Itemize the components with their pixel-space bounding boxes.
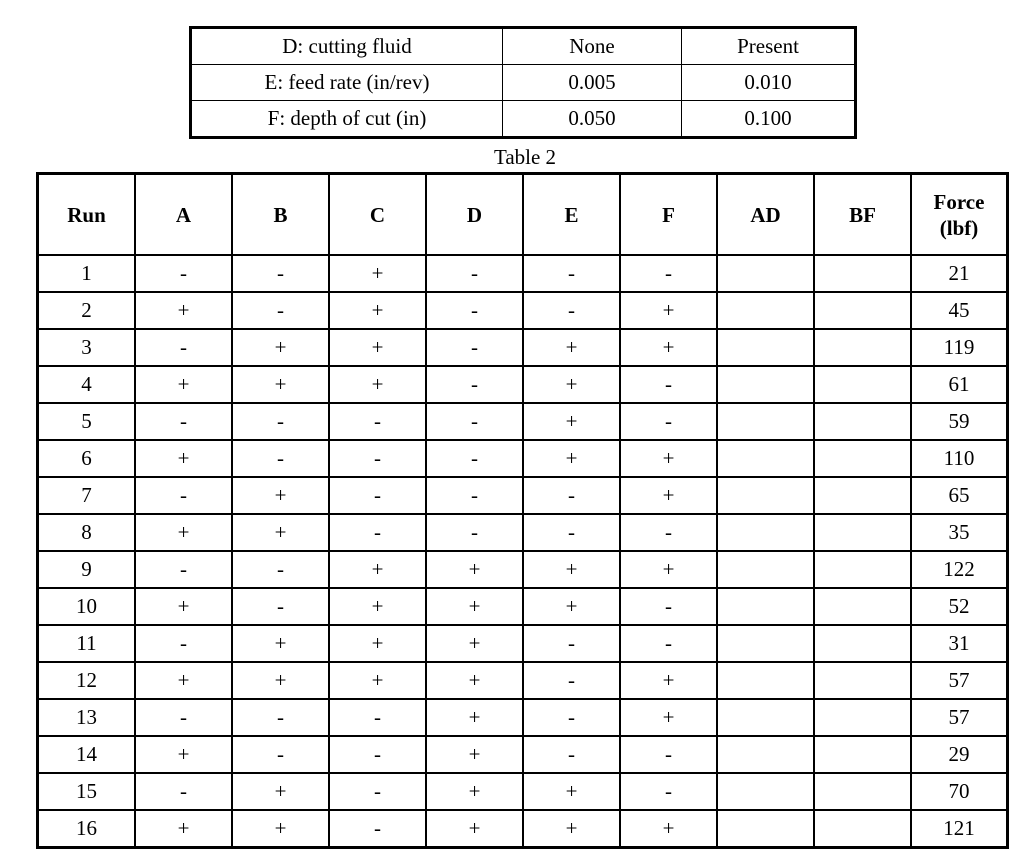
- cell-ad: [717, 588, 814, 625]
- cell-force: 29: [911, 736, 1008, 773]
- cell-a: +: [135, 292, 232, 329]
- cell-run: 9: [38, 551, 136, 588]
- cell-c: +: [329, 662, 426, 699]
- cell-e: +: [523, 810, 620, 848]
- cell-ad: [717, 773, 814, 810]
- cell-d: -: [426, 514, 523, 551]
- cell-e: -: [523, 477, 620, 514]
- cell-run: 12: [38, 662, 136, 699]
- cell-d: +: [426, 773, 523, 810]
- cell-ad: [717, 514, 814, 551]
- header-a: A: [135, 174, 232, 256]
- factor-level-cell: Present: [682, 28, 856, 65]
- cell-d: +: [426, 588, 523, 625]
- cell-a: -: [135, 625, 232, 662]
- cell-ad: [717, 292, 814, 329]
- cell-a: +: [135, 736, 232, 773]
- cell-bf: [814, 329, 911, 366]
- cell-e: +: [523, 440, 620, 477]
- cell-c: +: [329, 292, 426, 329]
- cell-bf: [814, 292, 911, 329]
- table-row: [38, 477, 1008, 514]
- cell-e: -: [523, 514, 620, 551]
- cell-c: +: [329, 255, 426, 292]
- table-row: [38, 329, 1008, 366]
- cell-bf: [814, 662, 911, 699]
- cell-bf: [814, 477, 911, 514]
- cell-bf: [814, 773, 911, 810]
- cell-b: -: [232, 699, 329, 736]
- factor-level-cell: 0.050: [503, 101, 682, 138]
- cell-d: -: [426, 255, 523, 292]
- cell-run: 10: [38, 588, 136, 625]
- cell-c: -: [329, 810, 426, 848]
- cell-ad: [717, 625, 814, 662]
- factor-row: [191, 65, 856, 101]
- cell-f: -: [620, 403, 717, 440]
- cell-d: -: [426, 366, 523, 403]
- cell-run: 8: [38, 514, 136, 551]
- cell-ad: [717, 736, 814, 773]
- cell-force: 110: [911, 440, 1008, 477]
- cell-a: +: [135, 810, 232, 848]
- cell-ad: [717, 699, 814, 736]
- cell-c: -: [329, 699, 426, 736]
- cell-run: 16: [38, 810, 136, 848]
- cell-e: +: [523, 551, 620, 588]
- cell-e: +: [523, 773, 620, 810]
- cell-c: -: [329, 773, 426, 810]
- factor-name-cell: F: depth of cut (in): [191, 101, 503, 138]
- cell-e: -: [523, 699, 620, 736]
- cell-e: -: [523, 255, 620, 292]
- table-row: [38, 588, 1008, 625]
- cell-a: -: [135, 477, 232, 514]
- cell-a: -: [135, 551, 232, 588]
- table-row: [38, 699, 1008, 736]
- cell-ad: [717, 810, 814, 848]
- cell-f: -: [620, 625, 717, 662]
- factor-levels-body: [191, 28, 856, 138]
- cell-a: +: [135, 514, 232, 551]
- factor-name-cell: D: cutting fluid: [191, 28, 503, 65]
- cell-f: +: [620, 810, 717, 848]
- cell-bf: [814, 440, 911, 477]
- cell-run: 1: [38, 255, 136, 292]
- cell-f: -: [620, 736, 717, 773]
- cell-f: +: [620, 551, 717, 588]
- cell-b: -: [232, 255, 329, 292]
- cell-force: 121: [911, 810, 1008, 848]
- cell-ad: [717, 403, 814, 440]
- header-b: B: [232, 174, 329, 256]
- factor-row: [191, 101, 856, 138]
- cell-run: 4: [38, 366, 136, 403]
- cell-f: -: [620, 514, 717, 551]
- cell-b: +: [232, 773, 329, 810]
- cell-e: -: [523, 625, 620, 662]
- cell-run: 14: [38, 736, 136, 773]
- cell-ad: [717, 255, 814, 292]
- header-e: E: [523, 174, 620, 256]
- cell-bf: [814, 366, 911, 403]
- cell-bf: [814, 810, 911, 848]
- design-matrix-table: [36, 172, 1009, 849]
- cell-force: 65: [911, 477, 1008, 514]
- cell-d: +: [426, 551, 523, 588]
- factor-name-cell: E: feed rate (in/rev): [191, 65, 503, 101]
- cell-c: +: [329, 551, 426, 588]
- header-d: D: [426, 174, 523, 256]
- cell-run: 11: [38, 625, 136, 662]
- cell-d: -: [426, 477, 523, 514]
- cell-bf: [814, 699, 911, 736]
- table-row: [38, 625, 1008, 662]
- cell-force: 119: [911, 329, 1008, 366]
- cell-a: -: [135, 699, 232, 736]
- cell-c: +: [329, 366, 426, 403]
- cell-f: +: [620, 329, 717, 366]
- table-row: [38, 514, 1008, 551]
- cell-force: 57: [911, 699, 1008, 736]
- cell-a: +: [135, 662, 232, 699]
- header-run: Run: [38, 174, 136, 256]
- cell-c: -: [329, 477, 426, 514]
- cell-e: +: [523, 366, 620, 403]
- factor-level-cell: 0.100: [682, 101, 856, 138]
- cell-e: -: [523, 292, 620, 329]
- cell-f: +: [620, 292, 717, 329]
- cell-force: 57: [911, 662, 1008, 699]
- cell-b: -: [232, 440, 329, 477]
- cell-e: -: [523, 736, 620, 773]
- cell-c: +: [329, 329, 426, 366]
- header-row: [38, 174, 1008, 256]
- table-row: [38, 662, 1008, 699]
- cell-b: +: [232, 625, 329, 662]
- cell-d: -: [426, 440, 523, 477]
- cell-force: 31: [911, 625, 1008, 662]
- cell-bf: [814, 551, 911, 588]
- cell-bf: [814, 736, 911, 773]
- cell-e: +: [523, 588, 620, 625]
- cell-c: -: [329, 403, 426, 440]
- cell-a: +: [135, 588, 232, 625]
- cell-ad: [717, 662, 814, 699]
- cell-force: 52: [911, 588, 1008, 625]
- cell-run: 13: [38, 699, 136, 736]
- cell-d: +: [426, 699, 523, 736]
- cell-bf: [814, 514, 911, 551]
- cell-b: -: [232, 551, 329, 588]
- factor-level-cell: 0.010: [682, 65, 856, 101]
- cell-f: +: [620, 440, 717, 477]
- cell-bf: [814, 403, 911, 440]
- cell-d: +: [426, 662, 523, 699]
- cell-a: -: [135, 329, 232, 366]
- cell-force: 61: [911, 366, 1008, 403]
- cell-b: -: [232, 292, 329, 329]
- cell-a: -: [135, 773, 232, 810]
- design-matrix-body: [38, 255, 1008, 848]
- cell-c: -: [329, 514, 426, 551]
- table-row: [38, 773, 1008, 810]
- cell-f: +: [620, 477, 717, 514]
- cell-run: 6: [38, 440, 136, 477]
- cell-bf: [814, 588, 911, 625]
- cell-f: -: [620, 588, 717, 625]
- cell-d: +: [426, 736, 523, 773]
- cell-ad: [717, 551, 814, 588]
- cell-run: 2: [38, 292, 136, 329]
- cell-force: 59: [911, 403, 1008, 440]
- cell-e: -: [523, 662, 620, 699]
- cell-run: 3: [38, 329, 136, 366]
- cell-b: -: [232, 736, 329, 773]
- cell-e: +: [523, 329, 620, 366]
- cell-d: -: [426, 403, 523, 440]
- header-c: C: [329, 174, 426, 256]
- cell-e: +: [523, 403, 620, 440]
- cell-b: +: [232, 810, 329, 848]
- header-bf: BF: [814, 174, 911, 256]
- header-ad: AD: [717, 174, 814, 256]
- table-row: [38, 403, 1008, 440]
- cell-f: +: [620, 699, 717, 736]
- factor-row: [191, 28, 856, 65]
- cell-ad: [717, 329, 814, 366]
- cell-c: -: [329, 440, 426, 477]
- cell-a: +: [135, 440, 232, 477]
- table-row: [38, 551, 1008, 588]
- cell-ad: [717, 477, 814, 514]
- cell-b: +: [232, 477, 329, 514]
- cell-f: -: [620, 366, 717, 403]
- cell-f: -: [620, 255, 717, 292]
- factor-level-cell: 0.005: [503, 65, 682, 101]
- cell-b: +: [232, 514, 329, 551]
- cell-force: 21: [911, 255, 1008, 292]
- cell-c: +: [329, 625, 426, 662]
- cell-b: -: [232, 588, 329, 625]
- cell-a: -: [135, 403, 232, 440]
- cell-b: +: [232, 329, 329, 366]
- cell-ad: [717, 440, 814, 477]
- cell-run: 5: [38, 403, 136, 440]
- cell-f: +: [620, 662, 717, 699]
- cell-ad: [717, 366, 814, 403]
- cell-c: -: [329, 736, 426, 773]
- cell-a: +: [135, 366, 232, 403]
- cell-run: 15: [38, 773, 136, 810]
- cell-run: 7: [38, 477, 136, 514]
- cell-a: -: [135, 255, 232, 292]
- table-row: [38, 736, 1008, 773]
- cell-force: 122: [911, 551, 1008, 588]
- header-force: [911, 174, 1008, 256]
- cell-f: -: [620, 773, 717, 810]
- cell-bf: [814, 255, 911, 292]
- cell-d: +: [426, 810, 523, 848]
- cell-b: -: [232, 403, 329, 440]
- cell-b: +: [232, 366, 329, 403]
- cell-c: +: [329, 588, 426, 625]
- table-row: [38, 810, 1008, 848]
- cell-force: 45: [911, 292, 1008, 329]
- cell-d: +: [426, 625, 523, 662]
- cell-d: -: [426, 292, 523, 329]
- header-force-line2: (lbf): [939, 215, 979, 240]
- header-force-line1: Force: [933, 189, 985, 214]
- table-row: [38, 255, 1008, 292]
- cell-force: 70: [911, 773, 1008, 810]
- factor-level-cell: None: [503, 28, 682, 65]
- cell-bf: [814, 625, 911, 662]
- factor-levels-table: [189, 26, 857, 139]
- cell-force: 35: [911, 514, 1008, 551]
- table-row: [38, 292, 1008, 329]
- table-caption: Table 2: [493, 145, 557, 169]
- cell-d: -: [426, 329, 523, 366]
- table-row: [38, 440, 1008, 477]
- table-row: [38, 366, 1008, 403]
- header-f: F: [620, 174, 717, 256]
- cell-b: +: [232, 662, 329, 699]
